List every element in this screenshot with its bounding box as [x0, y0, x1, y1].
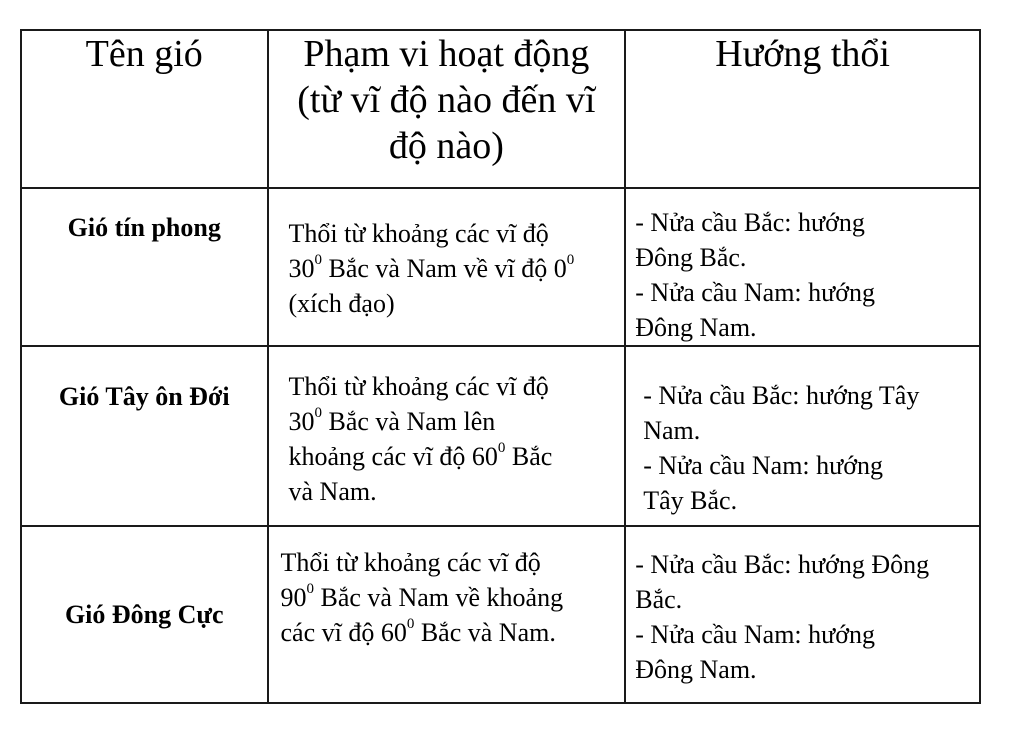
range-line: và Nam.	[288, 477, 377, 506]
header-range-line: Phạm vi hoạt động	[303, 33, 590, 75]
direction-line: Đông Nam.	[635, 313, 757, 342]
direction-text	[626, 347, 979, 518]
range-line: Thổi từ khoảng các vĩ độ	[288, 219, 549, 248]
range-text	[269, 189, 625, 321]
header-direction	[625, 30, 980, 188]
wind-name-cell	[21, 188, 268, 346]
direction-text	[626, 189, 979, 345]
table-row	[21, 526, 980, 703]
direction-line: - Nửa cầu Bắc: hướng Tây	[643, 381, 920, 410]
direction-cell	[625, 346, 980, 526]
direction-line: Nam.	[643, 416, 701, 445]
header-range-line: độ nào)	[388, 125, 504, 167]
wind-table	[20, 29, 981, 704]
wind-name: Gió Tây ôn Đới	[58, 382, 230, 411]
direction-cell	[625, 188, 980, 346]
header-name-text: Tên gió	[85, 33, 203, 75]
direction-line: Tây Bắc.	[643, 486, 738, 515]
table-row	[21, 188, 980, 346]
header-direction-text: Hướng thổi	[715, 33, 890, 75]
header-range-line: (từ vĩ độ nào đến vĩ	[297, 79, 596, 121]
range-cell	[268, 188, 626, 346]
range-line: các vĩ độ $60^0$ Bắc và Nam.	[280, 616, 556, 647]
wind-name: Gió Đông Cực	[64, 599, 224, 629]
range-line: $30^0$ Bắc và Nam lên	[288, 405, 496, 436]
range-line: khoảng các vĩ độ $60^0$ Bắc	[288, 440, 553, 471]
range-line: $90^0$ Bắc và Nam về khoảng	[280, 581, 564, 612]
direction-line: - Nửa cầu Bắc: hướng Đông	[635, 550, 930, 579]
direction-line: - Nửa cầu Nam: hướng	[635, 278, 875, 307]
wind-name: Gió tín phong	[67, 213, 221, 242]
range-cell	[268, 346, 626, 526]
range-text	[269, 347, 625, 509]
range-line: Thổi từ khoảng các vĩ độ	[288, 372, 549, 401]
direction-cell	[625, 526, 980, 703]
header-row	[21, 30, 980, 188]
range-line: Thổi từ khoảng các vĩ độ	[280, 548, 541, 577]
direction-text	[626, 527, 979, 687]
range-cell	[268, 526, 626, 703]
header-name	[21, 30, 268, 188]
direction-line: - Nửa cầu Nam: hướng	[643, 451, 883, 480]
wind-name-cell	[21, 346, 268, 526]
direction-line: Bắc.	[635, 585, 683, 614]
header-range	[268, 30, 626, 188]
table-row	[21, 346, 980, 526]
range-line: (xích đạo)	[288, 289, 395, 318]
direction-line: Đông Bắc.	[635, 243, 747, 272]
direction-line: - Nửa cầu Bắc: hướng	[635, 208, 865, 237]
direction-line: - Nửa cầu Nam: hướng	[635, 620, 875, 649]
range-line: $30^0$ Bắc và Nam về vĩ độ $0^0$	[288, 252, 575, 283]
wind-name-cell	[21, 526, 268, 703]
range-text	[269, 527, 625, 650]
direction-line: Đông Nam.	[635, 655, 757, 684]
